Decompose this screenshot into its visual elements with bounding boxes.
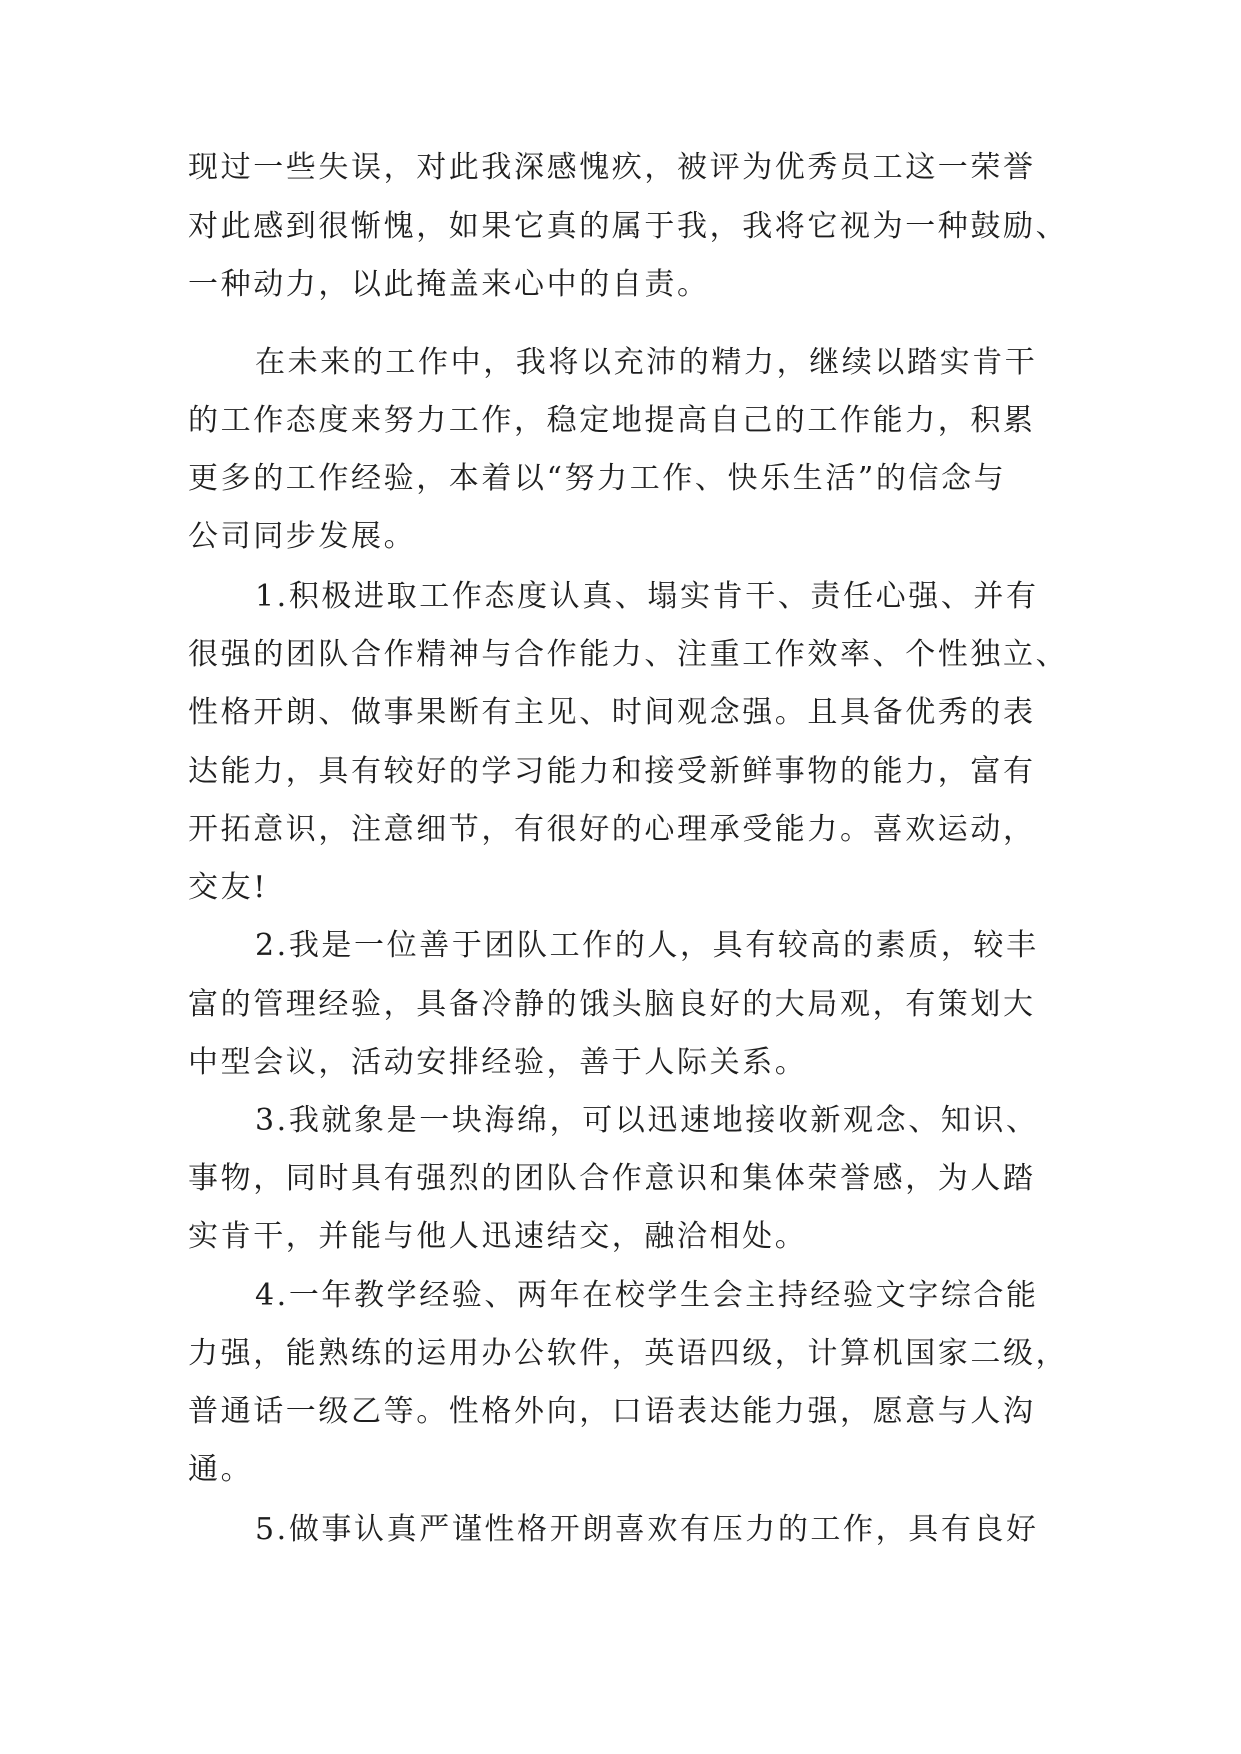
list-item-1-start: 1.积极进取工作态度认真、塌实肯干、责任心强、并有 [255, 579, 1039, 614]
text-line: 对此感到很惭愧，如果它真的属于我，我将它视为一种鼓励、 [188, 209, 1069, 244]
text-line: 实肯干，并能与他人迅速结交，融洽相处。 [188, 1219, 808, 1254]
list-item-3-start: 3.我就象是一块海绵，可以迅速地接收新观念、知识、 [255, 1103, 1039, 1138]
text-line: 的工作态度来努力工作，稳定地提高自己的工作能力，积累 [188, 403, 1036, 438]
text-line: 公司同步发展。 [188, 519, 417, 554]
text-line: 富的管理经验，具备冷静的饿头脑良好的大局观，有策划大 [188, 987, 1036, 1022]
list-item-2-start: 2.我是一位善于团队工作的人，具有较高的素质，较丰 [255, 928, 1039, 963]
text-line: 一种动力，以此掩盖来心中的自责。 [188, 267, 710, 302]
paragraph-start-line: 在未来的工作中，我将以充沛的精力，继续以踏实肯干 [255, 345, 1038, 380]
text-line: 现过一些失误，对此我深感愧疚，被评为优秀员工这一荣誉 [188, 150, 1036, 185]
text-line: 事物，同时具有强烈的团队合作意识和集体荣誉感，为人踏 [188, 1161, 1036, 1196]
text-line: 达能力，具有较好的学习能力和接受新鲜事物的能力，富有 [188, 754, 1036, 789]
list-item-5-start: 5.做事认真严谨性格开朗喜欢有压力的工作，具有良好 [255, 1512, 1039, 1547]
text-line: 交友! [188, 870, 268, 905]
list-item-4-start: 4.一年教学经验、两年在校学生会主持经验文字综合能 [255, 1278, 1039, 1313]
text-line: 力强，能熟练的运用办公软件，英语四级，计算机国家二级， [188, 1336, 1069, 1371]
text-line: 更多的工作经验，本着以“努力工作、快乐生活”的信念与 [188, 461, 1007, 496]
text-line: 中型会议，活动安排经验，善于人际关系。 [188, 1045, 808, 1080]
text-line: 性格开朗、做事果断有主见、时间观念强。且具备优秀的表 [188, 695, 1036, 730]
text-line: 普通话一级乙等。性格外向，口语表达能力强，愿意与人沟 [188, 1394, 1036, 1429]
text-line: 通。 [188, 1452, 254, 1487]
text-line: 开拓意识，注意细节，有很好的心理承受能力。喜欢运动， [188, 812, 1036, 847]
text-line: 很强的团队合作精神与合作能力、注重工作效率、个性独立、 [188, 637, 1069, 672]
